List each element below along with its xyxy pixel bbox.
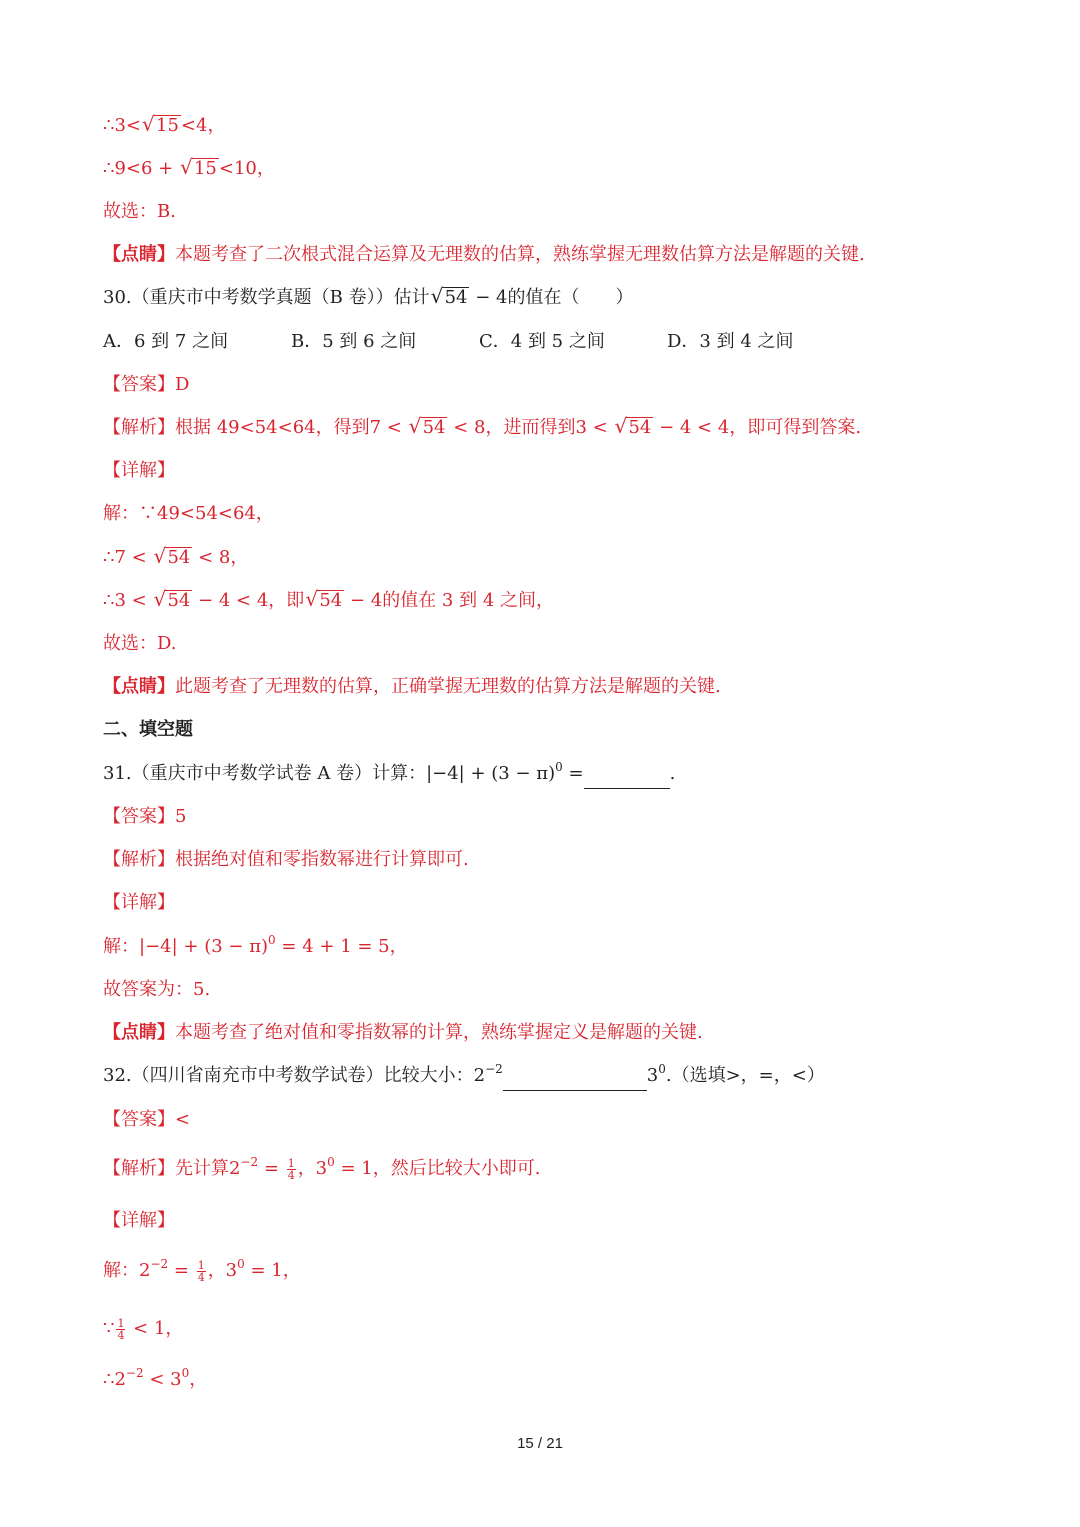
line-3-lt-sqrt15-lt-4: [103, 114, 225, 138]
text: = 4 + 1 = 5，: [275, 936, 408, 957]
numerator: 1: [287, 1156, 295, 1170]
text: =: [562, 763, 584, 784]
line-9-lt-sum-lt-10: [103, 157, 275, 181]
q32-detail-tag: 【详解】: [103, 1210, 175, 1231]
radicand: 54: [422, 417, 446, 438]
exponent: −2: [125, 1366, 144, 1380]
exponent: 0: [327, 1155, 335, 1169]
text: .（选填>，=，<）: [665, 1065, 825, 1086]
text: 【解析】先计算2: [103, 1158, 241, 1179]
q32-step-3: [103, 1368, 207, 1392]
q31-answer: 【答案】5: [103, 806, 187, 827]
text: 32.（四川省南充市中考数学试卷）比较大小：2: [103, 1065, 486, 1086]
radicand: 54: [319, 590, 343, 611]
sqrt: [614, 416, 653, 440]
text: ∴9<6 +: [103, 158, 179, 179]
q30-note: [103, 675, 721, 699]
radicand: 15: [193, 158, 217, 179]
text: ，: [189, 1369, 208, 1390]
text: < 8，进而得到3 <: [447, 417, 614, 438]
q31-note: [103, 1021, 703, 1045]
q30-detail-tag: 【详解】: [103, 460, 175, 481]
text: ∴7 <: [103, 547, 153, 568]
question-32: [103, 1064, 825, 1091]
page-number: 15 / 21: [517, 1435, 563, 1452]
sqrt: [431, 286, 470, 310]
option-c: C．4 到 5 之间: [479, 331, 605, 352]
answer-blank: [503, 1066, 647, 1091]
denominator: 4: [287, 1168, 295, 1182]
text: ，3: [207, 1260, 238, 1281]
q31-detail-tag: 【详解】: [103, 892, 175, 913]
text: ，3: [297, 1158, 328, 1179]
q32-answer: 【答案】<: [103, 1109, 191, 1130]
q32-step-1: [103, 1259, 301, 1283]
sqrt: [409, 416, 448, 440]
q31-step-1: [103, 935, 408, 959]
text: − 4 < 4，即可得到答案.: [653, 417, 862, 438]
note-q29: [103, 243, 865, 267]
note-tag: 【点睛】: [103, 1022, 175, 1043]
text: ∴3<: [103, 115, 141, 136]
question-30: [103, 286, 633, 310]
q30-step-3: [103, 589, 554, 613]
text: 3: [646, 1065, 659, 1086]
option-a: A．6 到 7 之间: [103, 331, 229, 352]
text: 31.（重庆市中考数学试卷 A 卷）计算：|−4| + (3 − π): [103, 763, 556, 784]
q32-analysis: [103, 1157, 540, 1181]
text: < 8，: [192, 547, 249, 568]
text: 30.（重庆市中考数学真题（B 卷））估计: [103, 287, 430, 308]
radicand: 54: [167, 590, 191, 611]
text: ∴3 <: [103, 590, 153, 611]
text: < 3: [143, 1369, 182, 1390]
text: 解：|−4| + (3 − π): [103, 936, 269, 957]
note-text: 本题考查了绝对值和零指数幂的计算，熟练掌握定义是解题的关键.: [175, 1022, 703, 1043]
exponent: −2: [150, 1257, 169, 1271]
fraction: [287, 1158, 296, 1181]
numerator: 1: [197, 1258, 205, 1272]
q32-step-2: [103, 1317, 183, 1341]
q30-options: [103, 330, 855, 354]
q31-step-2: 故答案为：5.: [103, 979, 211, 1000]
exponent: −2: [485, 1062, 503, 1076]
sqrt: [180, 157, 219, 181]
fraction: [116, 1318, 125, 1341]
exponent: 0: [268, 933, 276, 947]
radicand: 15: [156, 115, 179, 136]
text: ∵: [103, 1318, 115, 1339]
text: <10，: [218, 158, 275, 179]
sqrt: [305, 589, 344, 613]
section-heading: 二、填空题: [103, 719, 193, 740]
denominator: 4: [117, 1328, 125, 1342]
text: =: [258, 1158, 285, 1179]
q30-choose-d: 故选：D.: [103, 633, 177, 654]
sqrt: [142, 114, 181, 138]
q30-step-2: [103, 546, 248, 570]
text: − 4的值在（ ）: [469, 287, 634, 308]
text: − 4 < 4，即: [192, 590, 305, 611]
question-31: [103, 762, 675, 789]
exponent: 0: [181, 1366, 190, 1380]
q30-analysis: [103, 416, 861, 440]
exponent: −2: [240, 1155, 259, 1169]
sqrt: [153, 589, 192, 613]
text: 【解析】根据 49<54<64，得到7 <: [103, 417, 408, 438]
text: <4，: [180, 115, 226, 136]
radicand: 54: [628, 417, 652, 438]
denominator: 4: [197, 1270, 205, 1284]
text: 解：2: [103, 1260, 151, 1281]
text: .: [669, 763, 676, 784]
answer-blank: [584, 764, 670, 789]
q31-analysis: 【解析】根据绝对值和零指数幂进行计算即可.: [103, 849, 469, 870]
text: − 4的值在 3 到 4 之间，: [344, 590, 554, 611]
radicand: 54: [444, 287, 468, 308]
option-b: B．5 到 6 之间: [291, 331, 417, 352]
numerator: 1: [117, 1316, 125, 1330]
q30-step-1: 解：∵49<54<64，: [103, 503, 274, 524]
text: ∴2: [103, 1369, 126, 1390]
exponent: 0: [555, 760, 563, 774]
option-d: D．3 到 4 之间: [667, 331, 794, 352]
note-text: 此题考查了无理数的估算，正确掌握无理数的估算方法是解题的关键.: [175, 676, 721, 697]
q30-answer: 【答案】D: [103, 374, 190, 395]
exponent: 0: [658, 1062, 666, 1076]
sqrt: [153, 546, 192, 570]
note-tag: 【点睛】: [103, 244, 175, 265]
text: =: [168, 1260, 195, 1281]
radicand: 54: [167, 547, 191, 568]
note-tag: 【点睛】: [103, 676, 175, 697]
choose-b: 故选：B.: [103, 201, 176, 222]
note-text: 本题考查了二次根式混合运算及无理数的估算，熟练掌握无理数估算方法是解题的关键.: [175, 244, 865, 265]
text: = 1，然后比较大小即可.: [334, 1158, 541, 1179]
fraction: [197, 1260, 206, 1283]
text: = 1，: [244, 1260, 301, 1281]
text: < 1，: [127, 1318, 184, 1339]
exponent: 0: [237, 1257, 245, 1271]
